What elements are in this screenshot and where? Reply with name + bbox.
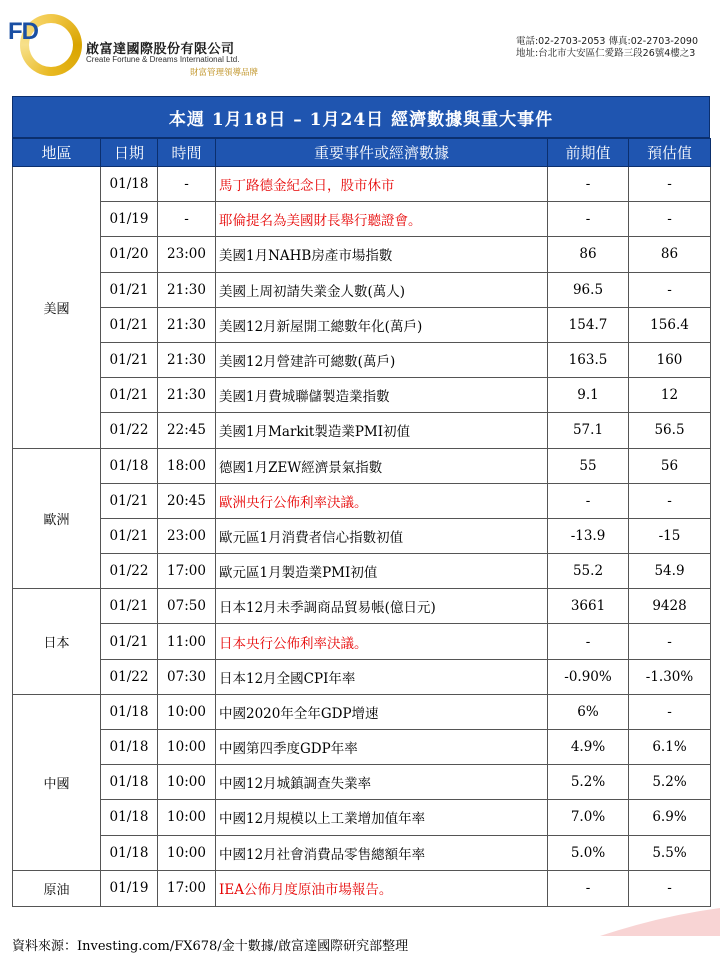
- date-cell: 01/21: [101, 272, 158, 307]
- previous-value-cell: -: [548, 202, 629, 237]
- event-cell: 中國2020年全年GDP增速: [216, 694, 548, 729]
- forecast-value-cell: 56.5: [629, 413, 711, 448]
- event-cell: 耶倫提名為美國財長舉行聽證會。: [216, 202, 548, 237]
- time-cell: 17:00: [158, 554, 216, 589]
- company-slogan: 財富管理領導品牌: [190, 68, 259, 78]
- event-cell: 歐元區1月製造業PMI初值: [216, 554, 548, 589]
- company-name-cn: 啟富達國際股份有限公司: [86, 42, 235, 57]
- event-cell: 中國12月城鎮調查失業率: [216, 765, 548, 800]
- forecast-value-cell: 9428: [629, 589, 711, 624]
- forecast-value-cell: 5.2%: [629, 765, 711, 800]
- event-cell: 中國12月規模以上工業增加值年率: [216, 800, 548, 835]
- event-cell: 馬丁路德金紀念日，股市休市: [216, 167, 548, 202]
- previous-value-cell: 154.7: [548, 307, 629, 342]
- time-cell: 23:00: [158, 237, 216, 272]
- table-row: [13, 448, 711, 483]
- forecast-value-cell: 12: [629, 378, 711, 413]
- source-footer: 資料來源：Investing.com/FX678/金十數據/啟富達國際研究部整理: [12, 939, 409, 954]
- event-cell: 美國上周初請失業金人數(萬人): [216, 272, 548, 307]
- date-cell: 01/21: [101, 483, 158, 518]
- forecast-value-cell: 5.5%: [629, 835, 711, 870]
- region-cell: 美國: [13, 167, 101, 449]
- time-cell: 10:00: [158, 800, 216, 835]
- date-cell: 01/21: [101, 342, 158, 377]
- table-row: [13, 413, 711, 448]
- forecast-value-cell: 86: [629, 237, 711, 272]
- time-cell: 23:00: [158, 518, 216, 553]
- previous-value-cell: -13.9: [548, 518, 629, 553]
- time-cell: 22:45: [158, 413, 216, 448]
- time-cell: 11:00: [158, 624, 216, 659]
- table-row: [13, 554, 711, 589]
- col-region: 地區: [13, 139, 101, 167]
- previous-value-cell: 9.1: [548, 378, 629, 413]
- time-cell: 18:00: [158, 448, 216, 483]
- previous-value-cell: 6%: [548, 694, 629, 729]
- forecast-value-cell: 56: [629, 448, 711, 483]
- col-event: 重要事件或經濟數據: [216, 139, 548, 167]
- forecast-value-cell: 54.9: [629, 554, 711, 589]
- table-row: [13, 202, 711, 237]
- forecast-value-cell: -15: [629, 518, 711, 553]
- previous-value-cell: -: [548, 483, 629, 518]
- date-cell: 01/22: [101, 659, 158, 694]
- date-cell: 01/18: [101, 835, 158, 870]
- date-cell: 01/18: [101, 167, 158, 202]
- table-row: [13, 870, 711, 906]
- region-cell: 原油: [13, 870, 101, 906]
- table-row: [13, 167, 711, 202]
- time-cell: 21:30: [158, 272, 216, 307]
- date-cell: 01/19: [101, 202, 158, 237]
- previous-value-cell: 163.5: [548, 342, 629, 377]
- forecast-value-cell: -: [629, 624, 711, 659]
- event-cell: 美國1月NAHB房產市場指數: [216, 237, 548, 272]
- table-row: [13, 307, 711, 342]
- time-cell: 10:00: [158, 765, 216, 800]
- events-table: [12, 138, 711, 907]
- table-row: [13, 694, 711, 729]
- table-row: [13, 624, 711, 659]
- previous-value-cell: 7.0%: [548, 800, 629, 835]
- date-cell: 01/18: [101, 694, 158, 729]
- event-cell: 德國1月ZEW經濟景氣指數: [216, 448, 548, 483]
- event-cell: 美國1月Markit製造業PMI初值: [216, 413, 548, 448]
- date-cell: 01/22: [101, 413, 158, 448]
- forecast-value-cell: -: [629, 870, 711, 906]
- event-cell: 美國12月新屋開工總數年化(萬戶): [216, 307, 548, 342]
- time-cell: 10:00: [158, 835, 216, 870]
- logo-text: FD: [8, 18, 38, 45]
- previous-value-cell: -: [548, 870, 629, 906]
- region-cell: 歐洲: [13, 448, 101, 589]
- event-cell: 歐洲央行公佈利率決議。: [216, 483, 548, 518]
- date-cell: 01/22: [101, 554, 158, 589]
- forecast-value-cell: -: [629, 272, 711, 307]
- event-cell: 中國12月社會消費品零售總額年率: [216, 835, 548, 870]
- date-cell: 01/20: [101, 237, 158, 272]
- table-row: [13, 483, 711, 518]
- phone-fax: 電話:02-2703-2053 傳真:02-2703-2090: [515, 36, 698, 47]
- forecast-value-cell: -: [629, 694, 711, 729]
- event-cell: 日本央行公佈利率決議。: [216, 624, 548, 659]
- previous-value-cell: -: [548, 167, 629, 202]
- table-header-row: [13, 139, 711, 167]
- table-row: [13, 342, 711, 377]
- time-cell: 10:00: [158, 694, 216, 729]
- date-cell: 01/21: [101, 589, 158, 624]
- events-table-wrapper: [12, 96, 710, 907]
- forecast-value-cell: 6.1%: [629, 730, 711, 765]
- event-cell: 中國第四季度GDP年率: [216, 730, 548, 765]
- date-cell: 01/21: [101, 624, 158, 659]
- time-cell: -: [158, 167, 216, 202]
- table-row: [13, 378, 711, 413]
- previous-value-cell: 96.5: [548, 272, 629, 307]
- table-row: [13, 272, 711, 307]
- time-cell: 21:30: [158, 378, 216, 413]
- col-date: 日期: [101, 139, 158, 167]
- col-forecast: 預估值: [629, 139, 711, 167]
- table-row: [13, 659, 711, 694]
- date-cell: 01/18: [101, 448, 158, 483]
- event-cell: 日本12月全國CPI年率: [216, 659, 548, 694]
- company-name-en: Create Fortune & Dreams International Ltd.: [86, 55, 240, 64]
- forecast-value-cell: 160: [629, 342, 711, 377]
- table-row: [13, 765, 711, 800]
- time-cell: 07:50: [158, 589, 216, 624]
- previous-value-cell: 4.9%: [548, 730, 629, 765]
- date-cell: 01/21: [101, 518, 158, 553]
- previous-value-cell: -: [548, 624, 629, 659]
- region-cell: 日本: [13, 589, 101, 695]
- event-cell: 美國12月營建許可總數(萬戶): [216, 342, 548, 377]
- col-time: 時間: [158, 139, 216, 167]
- previous-value-cell: 57.1: [548, 413, 629, 448]
- previous-value-cell: 55.2: [548, 554, 629, 589]
- forecast-value-cell: -: [629, 167, 711, 202]
- table-title: 本週 1月18日 – 1月24日 經濟數據與重大事件: [12, 96, 710, 138]
- event-cell: 日本12月未季調商品貿易帳(億日元): [216, 589, 548, 624]
- forecast-value-cell: 156.4: [629, 307, 711, 342]
- time-cell: 21:30: [158, 307, 216, 342]
- table-row: [13, 730, 711, 765]
- table-row: [13, 518, 711, 553]
- time-cell: -: [158, 202, 216, 237]
- address: 地址:台北市大安區仁愛路三段26號4樓之3: [515, 48, 696, 59]
- event-cell: 歐元區1月消費者信心指數初值: [216, 518, 548, 553]
- previous-value-cell: 86: [548, 237, 629, 272]
- table-row: [13, 589, 711, 624]
- previous-value-cell: 5.0%: [548, 835, 629, 870]
- time-cell: 07:30: [158, 659, 216, 694]
- date-cell: 01/18: [101, 730, 158, 765]
- time-cell: 17:00: [158, 870, 216, 906]
- decorative-swoosh-icon: [600, 906, 720, 936]
- previous-value-cell: 55: [548, 448, 629, 483]
- time-cell: 10:00: [158, 730, 216, 765]
- event-cell: IEA公佈月度原油市場報告。: [216, 870, 548, 906]
- forecast-value-cell: -1.30%: [629, 659, 711, 694]
- event-cell: 美國1月費城聯儲製造業指數: [216, 378, 548, 413]
- date-cell: 01/21: [101, 378, 158, 413]
- date-cell: 01/21: [101, 307, 158, 342]
- table-row: [13, 237, 711, 272]
- forecast-value-cell: -: [629, 202, 711, 237]
- date-cell: 01/18: [101, 765, 158, 800]
- table-row: [13, 835, 711, 870]
- region-cell: 中國: [13, 694, 101, 870]
- col-previous: 前期值: [548, 139, 629, 167]
- table-row: [13, 800, 711, 835]
- forecast-value-cell: -: [629, 483, 711, 518]
- previous-value-cell: 3661: [548, 589, 629, 624]
- table-body: [13, 167, 711, 907]
- time-cell: 20:45: [158, 483, 216, 518]
- contact-info: [516, 36, 698, 60]
- previous-value-cell: -0.90%: [548, 659, 629, 694]
- previous-value-cell: 5.2%: [548, 765, 629, 800]
- forecast-value-cell: 6.9%: [629, 800, 711, 835]
- date-cell: 01/18: [101, 800, 158, 835]
- date-cell: 01/19: [101, 870, 158, 906]
- time-cell: 21:30: [158, 342, 216, 377]
